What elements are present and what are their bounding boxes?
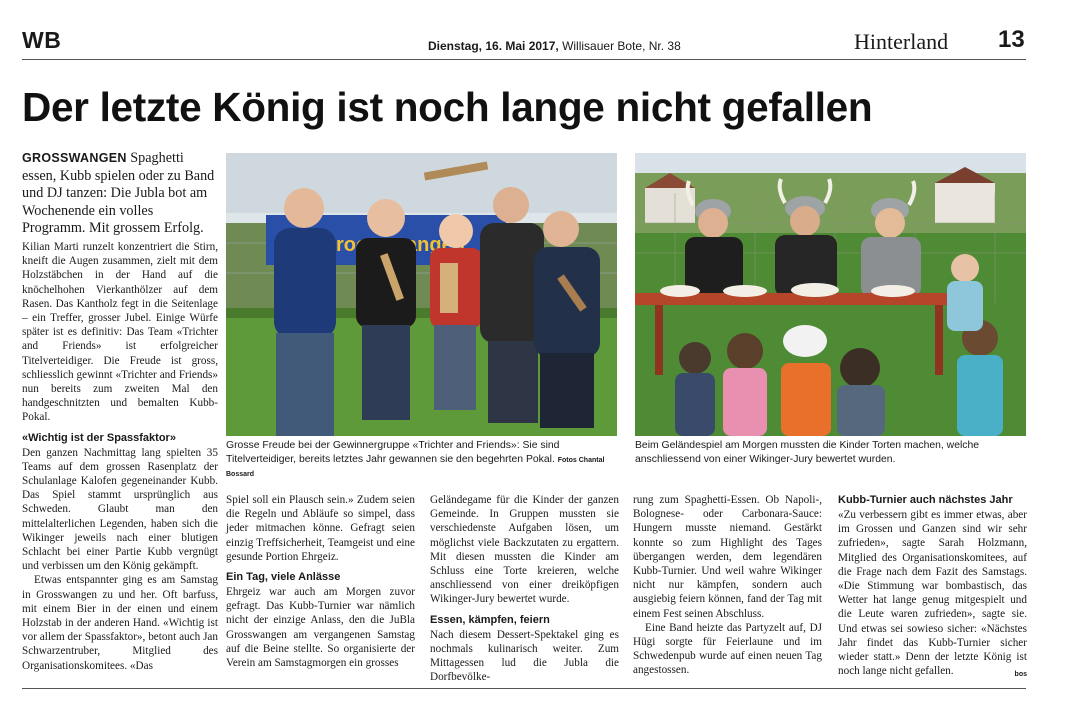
- section-title: Hinterland: [854, 29, 949, 54]
- col4-paragraph-2: Eine Band heizte das Partyzelt auf, DJ Hügi sorgte für Feierlaune und im Schwedenpub wurde auf einen neuen Tag angestossen.: [633, 621, 822, 677]
- newspaper-logo: WB: [22, 27, 62, 53]
- col2-paragraph-1: Spiel soll ein Plausch sein.» Zudem seien die Regeln und Abläufe so simpel, dass jeder mitmachen könne. Gefragt seien einzig Treffsicherheit, Teamgeist und eine gesunde Portion Ehrgeiz.: [226, 494, 415, 563]
- photo-viking-jury: [635, 153, 1026, 436]
- photo1-caption-text: Grosse Freude bei der Gewinnergruppe «Trichter and Friends»: Sie sind Titelverteidiger, bereits letztes Jahr gewannen sie den begehrten Pokal.: [226, 440, 560, 465]
- col4-paragraph-1: rung zum Spaghetti-Essen. Ob Napoli-, Bolognese- oder Carbonara-Sauce: Hungern musste niemand. Gestärkt konnte so zum Highlight des Tages übergangen werden, dem legendären Kubb-Turnier. Und weil wahre Wikinger nicht nur kämpfen, sondern auch ausgiebig feiern können, fand der Tag mit einem Fest seinen Abschluss.: [633, 494, 822, 620]
- photo-winners-group: [226, 153, 617, 436]
- article-column-3: [430, 493, 619, 684]
- col3-paragraph-1: Geländegame für die Kinder der ganzen Gemeinde. In Gruppen mussten sie verschiedenste Aufgaben lösen, um möglichst viele Backzutaten zu ergattern. Mit diesen mussten die Kinder am Schluss eine Torte kreieren, welche anschliessend von einer dreiköpfigen Wikinger-Jury bewertet wurde.: [430, 494, 619, 606]
- article-column-5: [838, 493, 1027, 683]
- issue-date-rest: Willisauer Bote, Nr. 38: [558, 39, 681, 53]
- issue-date-bold: Dienstag, 16. Mai 2017,: [428, 39, 559, 53]
- col2-paragraph-2: Ehrgeiz war auch am Morgen zuvor gefragt. Das Kubb-Turnier war nämlich nicht der einzige Anlass, den die JuBla Grosswangen am vergangenen Samstag auf die Beine stellte. So organisierte der Verein am Samstagmorgen ein grosses: [226, 586, 415, 670]
- col1-paragraph-3: Etwas entspannter ging es am Samstag in Grosswangen zu und her. Oft barfuss, mit einem Bier in der einen und einem Holzstab in der anderen Hand. «Wichtig ist vor allem der Spassfaktor», betont auch Jan Schwarzentruber, Mitglied des Organisationskomitees. «Das: [22, 574, 218, 672]
- article-column-4: [633, 493, 822, 678]
- issue-date: [428, 39, 681, 53]
- article-headline: Der letzte König ist noch lange nicht gefallen: [22, 84, 873, 130]
- photo-credit: Fotos Chantal Bossard: [226, 456, 605, 478]
- article-column-1: [22, 240, 218, 673]
- header-rule: [22, 59, 1026, 60]
- col1-paragraph-2: Den ganzen Nachmittag lang spielten 35 Teams auf dem grossen Rasenplatz der Schulanlage Kalofen gegeneinander Kubb. Das Spiel stammt ursprünglich aus Schweden. Glaubt man den mittelalterlichen Legenden, haben sich die Wikinger jeweils nach einer blutigen Schlacht bei einer Partie Kubb vergnügt und verbissen um den König gekämpft.: [22, 446, 218, 573]
- footer-rule: [22, 688, 1026, 689]
- article-lead: [22, 150, 218, 238]
- col3-paragraph-2: Nach diesem Dessert-Spektakel ging es nochmals kulinarisch weiter. Zum Mittagessen lud die Jubla die Dorfbevölke-: [430, 628, 619, 684]
- photo1-caption: [226, 439, 617, 482]
- author-signature: bos: [1014, 671, 1027, 679]
- article-column-2: [226, 493, 415, 670]
- col5-paragraph-1: «Zu verbessern gibt es immer etwas, aber im Grossen und Ganzen sind wir sehr zufrieden», sagte Sarah Holzmann, Mitglied des Organisationskomitees, auf die Frage nach dem Fazit des Samstags. «Die Stimmung war bombastisch, das Wetter hat lange genug mitgespielt und die Leute waren zufrieden», sagte sie. Und etwas sei sowieso sicher: «Nächstes Jahr findet das Kubb-Turnier sicher wieder statt.» Denn der letzte König ist noch lange nicht gefallen.: [838, 509, 1027, 678]
- col1-paragraph-1: Kilian Marti runzelt konzentriert die Stirn, kneift die Augen zusammen, zielt mit dem Holzstäbchen in der Hand auf die knöchelhohen Vierkanthölzer auf dem Rasen. Das Kantholz fegt in die Seitenlage – ein Treffer, grosser Jubel. Einige Würfe später ist es definitiv: Das Team «Trichter and Friends» ist erfolgreicher Titelverteidiger. Die Freude ist gross, schliesslich gewinnt «Trichter and Friends» nun bereits zum zweiten Mal den handgeschnitzten und bemalten Kubb-Pokal.: [22, 241, 218, 424]
- col2-subheading: Ein Tag, viele Anlässe: [226, 571, 341, 584]
- col1-subheading: «Wichtig ist der Spassfaktor»: [22, 431, 176, 444]
- col5-subheading: Kubb-Turnier auch nächstes Jahr: [838, 494, 1013, 506]
- lead-dateline: GROSSWANGEN: [22, 151, 127, 165]
- page-number: 13: [998, 26, 1025, 53]
- photo2-caption: Beim Geländespiel am Morgen mussten die Kinder Torten machen, welche anschliessend von einer Wikinger-Jury bewertet wurden.: [635, 440, 980, 465]
- lead-text: Spaghetti essen, Kubb spielen oder zu Band und DJ tanzen: Die Jubla bot am Wochenende ein volles Programm. Mit grossem Erfolg.: [22, 150, 215, 236]
- col3-subheading: Essen, kämpfen, feiern: [430, 613, 550, 626]
